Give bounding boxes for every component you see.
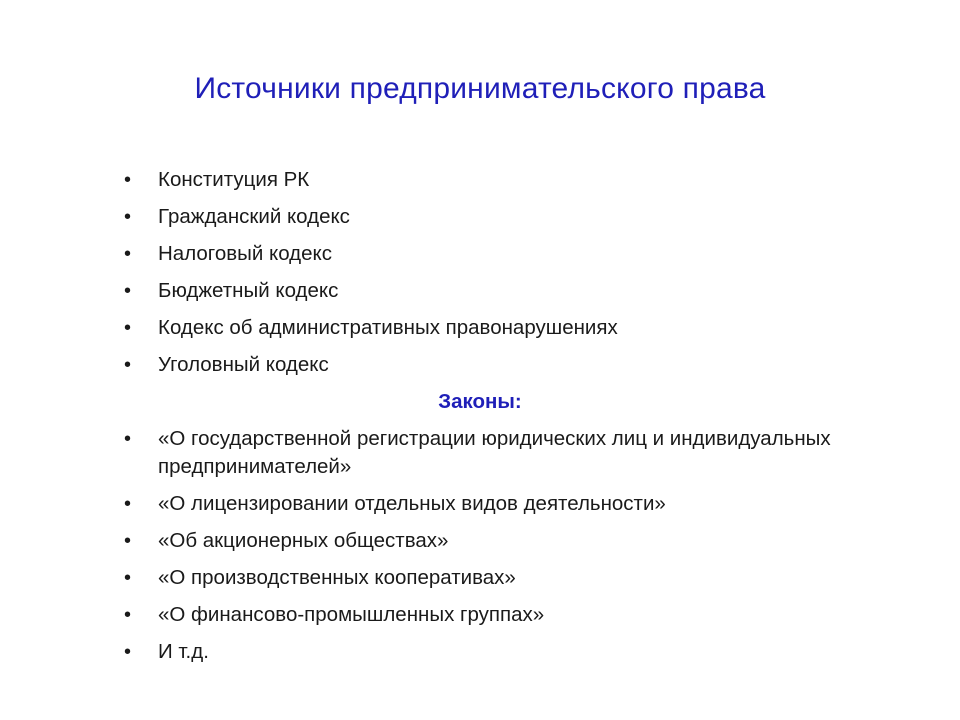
codes-list xyxy=(120,166,840,379)
list-item-text: «О производственных кооперативах» xyxy=(158,566,516,589)
list-item xyxy=(120,490,840,518)
bullet-icon: • xyxy=(124,493,132,515)
list-item-text: «О государственной регистрации юридических лиц и индивидуальных предпринимателей» xyxy=(158,427,831,478)
list-item xyxy=(120,351,840,379)
list-item xyxy=(120,166,840,194)
list-item-text: Конституция РК xyxy=(158,168,310,191)
list-item-text: «О финансово-промышленных группах» xyxy=(158,603,545,626)
list-item xyxy=(120,203,840,231)
list-item xyxy=(120,277,840,305)
bullet-icon: • xyxy=(124,280,132,302)
list-item-text: Бюджетный кодекс xyxy=(158,279,339,302)
laws-list xyxy=(120,425,840,666)
bullet-icon: • xyxy=(124,641,132,663)
bullet-icon: • xyxy=(124,604,132,626)
list-item-text: Гражданский кодекс xyxy=(158,205,350,228)
list-item xyxy=(120,314,840,342)
bullet-icon: • xyxy=(124,354,132,376)
bullet-icon: • xyxy=(124,317,132,339)
list-item-text: Налоговый кодекс xyxy=(158,242,332,265)
bullet-icon: • xyxy=(124,243,132,265)
list-item-text: «О лицензировании отдельных видов деятельности» xyxy=(158,492,666,515)
bullet-icon: • xyxy=(124,206,132,228)
list-item-text: «Об акционерных обществах» xyxy=(158,529,449,552)
list-item-text: И т.д. xyxy=(158,640,209,663)
bullet-icon: • xyxy=(124,169,132,191)
list-item xyxy=(120,638,840,666)
list-item-text: Кодекс об административных правонарушениях xyxy=(158,316,618,339)
bullet-icon: • xyxy=(124,530,132,552)
list-item xyxy=(120,240,840,268)
list-item-text: Уголовный кодекс xyxy=(158,353,329,376)
laws-heading: Законы: xyxy=(438,390,522,413)
bullet-icon: • xyxy=(124,567,132,589)
slide-title: Источники предпринимательского права xyxy=(194,72,766,105)
list-item xyxy=(120,527,840,555)
list-item xyxy=(120,601,840,629)
list-item xyxy=(120,564,840,592)
list-item xyxy=(120,425,840,481)
bullet-icon: • xyxy=(124,428,132,450)
slide-content xyxy=(120,166,840,675)
